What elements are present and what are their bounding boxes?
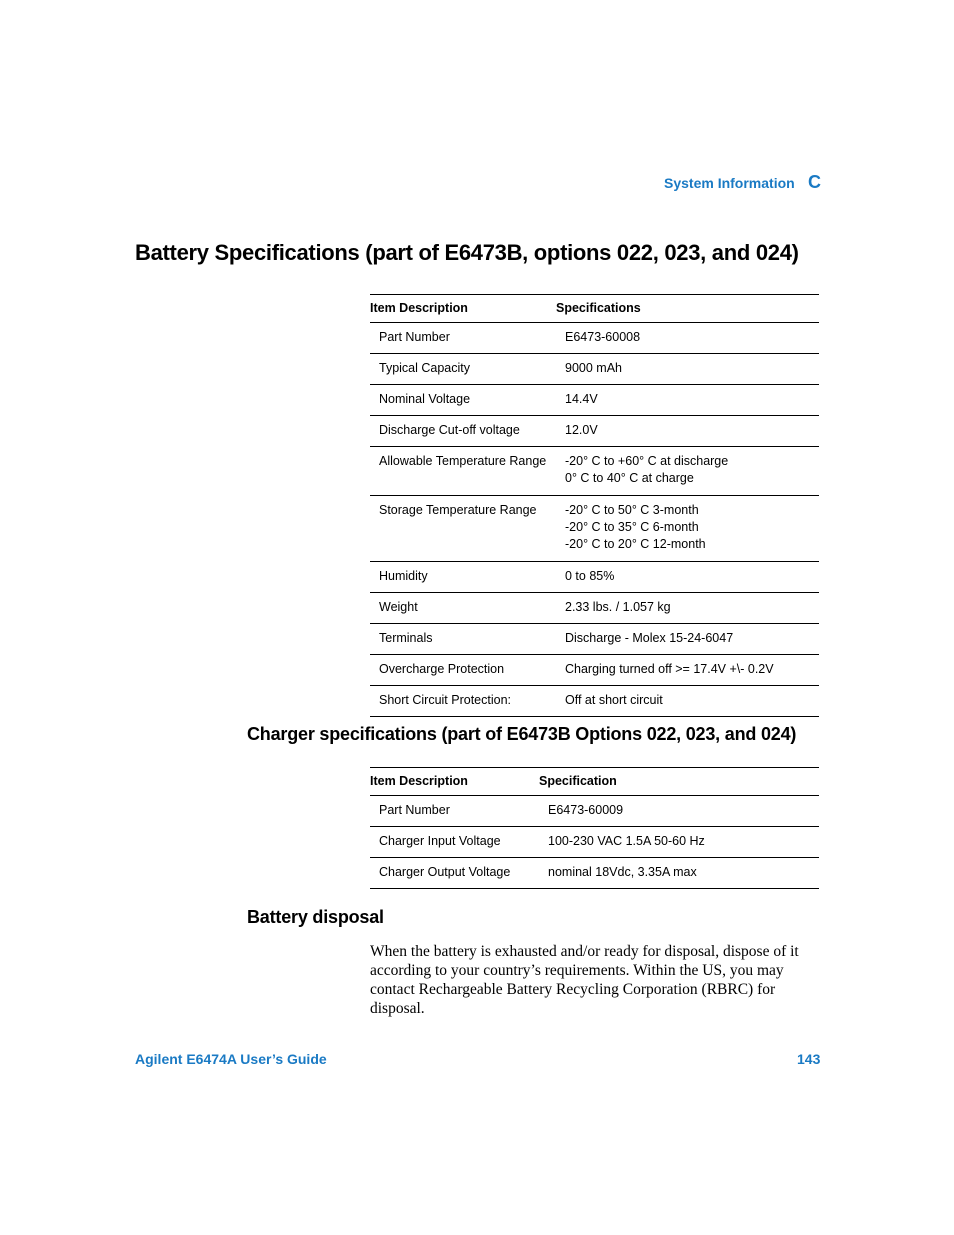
- specification-cell: [556, 354, 819, 385]
- charger-specs-table: [370, 767, 819, 889]
- table-row: [370, 416, 819, 447]
- page-number: 143: [797, 1051, 821, 1067]
- specification-line: nominal 18Vdc, 3.35A max: [548, 865, 697, 879]
- specification-cell: [556, 624, 819, 655]
- item-description-cell: Part Number: [370, 323, 556, 354]
- item-description-cell: Short Circuit Protection:: [370, 686, 556, 717]
- column-header: Item Description: [370, 295, 556, 323]
- specification-cell: [556, 655, 819, 686]
- table-row: [370, 827, 819, 858]
- table-row: [370, 655, 819, 686]
- table-row: [370, 385, 819, 416]
- table-row: [370, 624, 819, 655]
- table-header-row: [370, 295, 819, 323]
- specification-line: Charging turned off >= 17.4V +\- 0.2V: [565, 662, 774, 676]
- specification-cell: [556, 323, 819, 354]
- item-description-cell: Charger Input Voltage: [370, 827, 539, 858]
- table-row: [370, 686, 819, 717]
- column-header: Item Description: [370, 768, 539, 796]
- battery-disposal-heading: Battery disposal: [247, 907, 384, 927]
- specification-cell: [539, 827, 819, 858]
- battery-specs-heading: Battery Specifications (part of E6473B, options 022, 023, and 024): [135, 240, 799, 265]
- specification-line: 100-230 VAC 1.5A 50-60 Hz: [548, 834, 705, 848]
- specification-line: -20° C to 20° C 12-month: [565, 537, 706, 551]
- item-description-cell: Discharge Cut-off voltage: [370, 416, 556, 447]
- table-row: [370, 354, 819, 385]
- specification-cell: [556, 496, 819, 562]
- specification-cell: [556, 416, 819, 447]
- specification-line: E6473-60008: [565, 330, 641, 344]
- header-appendix-letter: C: [808, 172, 821, 192]
- specification-cell: [556, 447, 819, 496]
- item-description-cell: Weight: [370, 593, 556, 624]
- table-row: [370, 858, 819, 889]
- specification-line: 14.4V: [565, 392, 598, 406]
- item-description-cell: Overcharge Protection: [370, 655, 556, 686]
- specification-line: E6473-60009: [548, 803, 624, 817]
- item-description-cell: Allowable Temperature Range: [370, 447, 556, 496]
- item-description-cell: Part Number: [370, 796, 539, 827]
- specification-cell: [556, 385, 819, 416]
- column-header: Specifications: [556, 295, 819, 323]
- column-header: Specification: [539, 768, 819, 796]
- specification-line: 2.33 lbs. / 1.057 kg: [565, 600, 671, 614]
- specification-line: -20° C to 50° C 3-month: [565, 503, 699, 517]
- specification-cell: [539, 796, 819, 827]
- item-description-cell: Terminals: [370, 624, 556, 655]
- specification-line: 0 to 85%: [565, 569, 615, 583]
- footer-guide-title: Agilent E6474A User’s Guide: [135, 1051, 327, 1067]
- specification-cell: [556, 686, 819, 717]
- table-row: [370, 496, 819, 562]
- item-description-cell: Humidity: [370, 562, 556, 593]
- specification-line: 0° C to 40° C at charge: [565, 471, 694, 485]
- table-row: [370, 562, 819, 593]
- specification-line: Discharge - Molex 15-24-6047: [565, 631, 734, 645]
- table-row: [370, 796, 819, 827]
- table-row: [370, 593, 819, 624]
- specification-line: -20° C to 35° C 6-month: [565, 520, 699, 534]
- table-row: [370, 447, 819, 496]
- specification-line: Off at short circuit: [565, 693, 663, 707]
- item-description-cell: Storage Temperature Range: [370, 496, 556, 562]
- specification-line: 9000 mAh: [565, 361, 622, 375]
- specification-cell: [539, 858, 819, 889]
- charger-specs-heading: Charger specifications (part of E6473B Options 022, 023, and 024): [247, 724, 797, 744]
- specification-line: -20° C to +60° C at discharge: [565, 454, 729, 468]
- table-header-row: [370, 768, 819, 796]
- item-description-cell: Charger Output Voltage: [370, 858, 539, 889]
- specification-cell: [556, 562, 819, 593]
- specification-cell: [556, 593, 819, 624]
- battery-disposal-paragraph: When the battery is exhausted and/or ready for disposal, dispose of it according to your country’s requirements. Within the US, you may contact Rechargeable Battery Recycling Corporation (RBRC) for disposal.: [370, 943, 799, 1017]
- table-row: [370, 323, 819, 354]
- item-description-cell: Typical Capacity: [370, 354, 556, 385]
- item-description-cell: Nominal Voltage: [370, 385, 556, 416]
- specification-line: 12.0V: [565, 423, 598, 437]
- header-section-title: System Information: [664, 175, 795, 191]
- battery-specs-table: [370, 294, 819, 717]
